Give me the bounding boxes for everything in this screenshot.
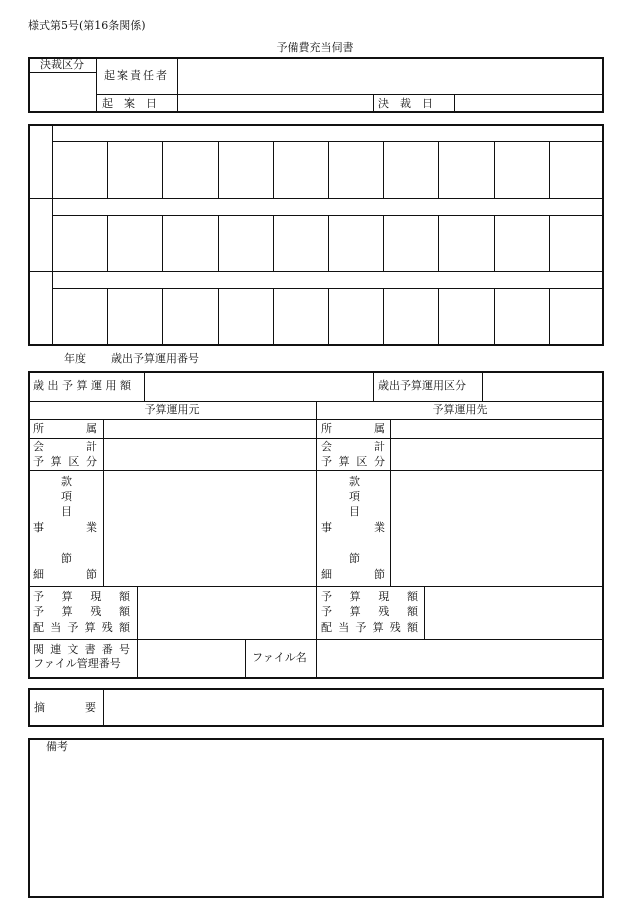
source-jigyou-label-char: 業 — [86, 521, 97, 534]
draft-date-label: 起 案 日 — [102, 97, 157, 110]
source-budget-category-label-char: 予 — [33, 455, 44, 468]
source-allocated-remaining-label-char: 当 — [50, 621, 62, 634]
dest-remaining-amount-label-char: 額 — [406, 605, 418, 618]
divider — [96, 94, 604, 95]
dest-remaining-amount-label-char: 予 — [321, 605, 332, 618]
drafter-label: 起案責任者 — [104, 69, 169, 82]
dest-affiliation-label-char: 所 — [321, 422, 332, 435]
grid-column-line — [218, 141, 219, 198]
grid-column-line — [438, 288, 439, 346]
fiscal-year-label: 年度 — [64, 352, 86, 365]
grid-column-line — [273, 215, 274, 271]
source-saisetsu-label-char: 細 — [33, 568, 44, 581]
grid-column-line — [218, 288, 219, 346]
source-allocated-remaining-label-char: 残 — [101, 621, 113, 634]
dest-allocated-remaining-label-char: 残 — [389, 621, 401, 634]
divider — [424, 586, 425, 639]
related-document-number-label-char: 号 — [118, 643, 130, 656]
dest-current-amount-label-char: 算 — [349, 590, 361, 603]
dest-current-amount-label-char: 現 — [378, 590, 390, 603]
budget-category-label: 歳出予算運用区分 — [378, 379, 466, 392]
source-current-amount-label-char: 現 — [90, 590, 102, 603]
dest-account-label-char: 会 — [321, 440, 332, 453]
source-affiliation-label-char: 所 — [33, 422, 44, 435]
band-divider — [28, 271, 604, 272]
dest-budget-category-label-char: 区 — [356, 455, 368, 468]
source-account-label-char: 会 — [33, 440, 44, 453]
source-kan-label: 款 — [61, 475, 72, 488]
divider — [137, 586, 138, 679]
source-allocated-remaining-label-char: 予 — [67, 621, 79, 634]
source-affiliation-label-char: 属 — [86, 422, 97, 435]
source-allocated-remaining-label-char: 配 — [33, 621, 44, 634]
dest-kan-label: 款 — [349, 475, 360, 488]
grid-column-line — [438, 215, 439, 271]
dest-allocated-remaining-label-char: 額 — [406, 621, 418, 634]
remarks-box — [28, 738, 604, 898]
grid-column-line — [107, 215, 108, 271]
grid-column-line — [549, 141, 550, 198]
dest-account-label-char: 計 — [374, 440, 385, 453]
related-document-number-label-char: 文 — [67, 643, 79, 656]
source-jigyou-label — [33, 522, 97, 534]
divider — [482, 371, 483, 401]
source-allocated-remaining-label-char: 算 — [84, 621, 96, 634]
source-account-label-char: 計 — [86, 440, 97, 453]
grid-column-line — [494, 215, 495, 271]
band-divider — [28, 198, 604, 199]
source-account-label — [33, 441, 97, 453]
source-remaining-amount-label — [33, 606, 130, 618]
destination-header: 予算運用先 — [432, 403, 488, 416]
divider — [144, 371, 145, 401]
dest-budget-category-label-char: 算 — [338, 455, 350, 468]
divider — [96, 57, 97, 113]
grid-column-line — [549, 288, 550, 346]
grid-column-line — [328, 288, 329, 346]
grid-column-line — [383, 288, 384, 346]
budget-number-label: 歳出予算運用番号 — [111, 352, 199, 365]
dest-moku-label: 目 — [349, 505, 360, 518]
source-budget-category-label — [33, 456, 97, 468]
source-budget-category-label-char: 算 — [50, 455, 62, 468]
dest-jigyou-label-char: 業 — [374, 521, 385, 534]
source-allocated-remaining-label-char: 額 — [118, 621, 130, 634]
remarks-label: 備考 — [46, 740, 68, 753]
approval-grid — [28, 124, 604, 346]
related-document-number-label-char: 書 — [84, 643, 96, 656]
source-current-amount-label-char: 算 — [61, 590, 73, 603]
dest-remaining-amount-label-char: 算 — [349, 605, 361, 618]
dest-saisetsu-label-char: 細 — [321, 568, 332, 581]
source-allocated-remaining-label — [33, 622, 130, 634]
source-affiliation-label — [33, 423, 97, 435]
related-document-number-label-char: 関 — [33, 643, 44, 656]
dest-budget-category-label-char: 予 — [321, 455, 332, 468]
dest-current-amount-label-char: 額 — [406, 590, 418, 603]
summary-label-char: 要 — [85, 701, 96, 714]
related-document-number-label — [33, 644, 130, 656]
dest-jigyou-label-char: 事 — [321, 521, 332, 534]
related-document-number-label-char: 連 — [50, 643, 62, 656]
dest-allocated-remaining-label-char: 予 — [355, 621, 367, 634]
divider — [103, 688, 104, 727]
form-number: 様式第5号(第16条関係) — [28, 19, 146, 32]
dest-saisetsu-label — [321, 569, 385, 581]
dest-jigyou-label — [321, 522, 385, 534]
source-budget-category-label-char: 区 — [68, 455, 80, 468]
source-current-amount-label-char: 予 — [33, 590, 44, 603]
source-kou-label: 項 — [61, 490, 72, 503]
grid-column-line — [162, 288, 163, 346]
source-remaining-amount-label-char: 算 — [61, 605, 73, 618]
source-budget-category-label-char: 分 — [85, 455, 97, 468]
dest-remaining-amount-label — [321, 606, 418, 618]
dest-allocated-remaining-label-char: 当 — [338, 621, 350, 634]
decision-category-label: 決裁区分 — [40, 58, 84, 71]
grid-column-line — [494, 141, 495, 198]
decision-date-label: 決 裁 日 — [378, 97, 433, 110]
source-remaining-amount-label-char: 予 — [33, 605, 44, 618]
grid-column-line — [328, 215, 329, 271]
grid-column-line — [107, 141, 108, 198]
source-setsu-label: 節 — [61, 552, 72, 565]
dest-current-amount-label-char: 予 — [321, 590, 332, 603]
grid-column-line — [383, 215, 384, 271]
dest-account-label — [321, 441, 385, 453]
dest-setsu-label: 節 — [349, 552, 360, 565]
divider — [373, 94, 374, 113]
grid-column-line — [162, 215, 163, 271]
source-remaining-amount-label-char: 額 — [118, 605, 130, 618]
divider — [454, 94, 455, 113]
dest-current-amount-label — [321, 591, 418, 603]
source-remaining-amount-label-char: 残 — [90, 605, 102, 618]
source-saisetsu-label-char: 節 — [86, 568, 97, 581]
grid-column-line — [107, 288, 108, 346]
source-current-amount-label — [33, 591, 130, 603]
center-divider — [316, 401, 317, 679]
dest-remaining-amount-label-char: 残 — [378, 605, 390, 618]
divider — [177, 57, 178, 113]
file-name-label: ファイル名 — [252, 651, 307, 664]
divider — [373, 371, 374, 401]
source-jigyou-label-char: 事 — [33, 521, 44, 534]
divider — [52, 124, 53, 346]
dest-affiliation-label — [321, 423, 385, 435]
source-moku-label: 目 — [61, 505, 72, 518]
grid-column-line — [218, 215, 219, 271]
divider — [103, 419, 104, 586]
dest-allocated-remaining-label-char: 算 — [372, 621, 384, 634]
grid-column-line — [273, 288, 274, 346]
grid-column-line — [273, 141, 274, 198]
grid-column-line — [328, 141, 329, 198]
dest-affiliation-label-char: 属 — [374, 422, 385, 435]
file-management-number-label: ファイル管理番号 — [33, 657, 121, 670]
divider — [28, 72, 96, 73]
grid-column-line — [438, 141, 439, 198]
divider — [390, 419, 391, 586]
grid-column-line — [162, 141, 163, 198]
summary-label-char: 摘 — [34, 701, 45, 714]
page-title: 予備費充当伺書 — [276, 41, 354, 54]
dest-budget-category-label — [321, 456, 385, 468]
grid-column-line — [383, 141, 384, 198]
budget-amount-label: 歳 出 予 算 運 用 額 — [33, 379, 131, 392]
dest-budget-category-label-char: 分 — [373, 455, 385, 468]
source-current-amount-label-char: 額 — [118, 590, 130, 603]
source-saisetsu-label — [33, 569, 97, 581]
dest-saisetsu-label-char: 節 — [374, 568, 385, 581]
related-document-number-label-char: 番 — [101, 643, 113, 656]
summary-box — [28, 688, 604, 727]
grid-column-line — [494, 288, 495, 346]
divider — [245, 639, 246, 679]
source-header: 予算運用元 — [144, 403, 200, 416]
dest-allocated-remaining-label-char: 配 — [321, 621, 332, 634]
dest-kou-label: 項 — [349, 490, 360, 503]
grid-column-line — [549, 215, 550, 271]
dest-allocated-remaining-label — [321, 622, 418, 634]
